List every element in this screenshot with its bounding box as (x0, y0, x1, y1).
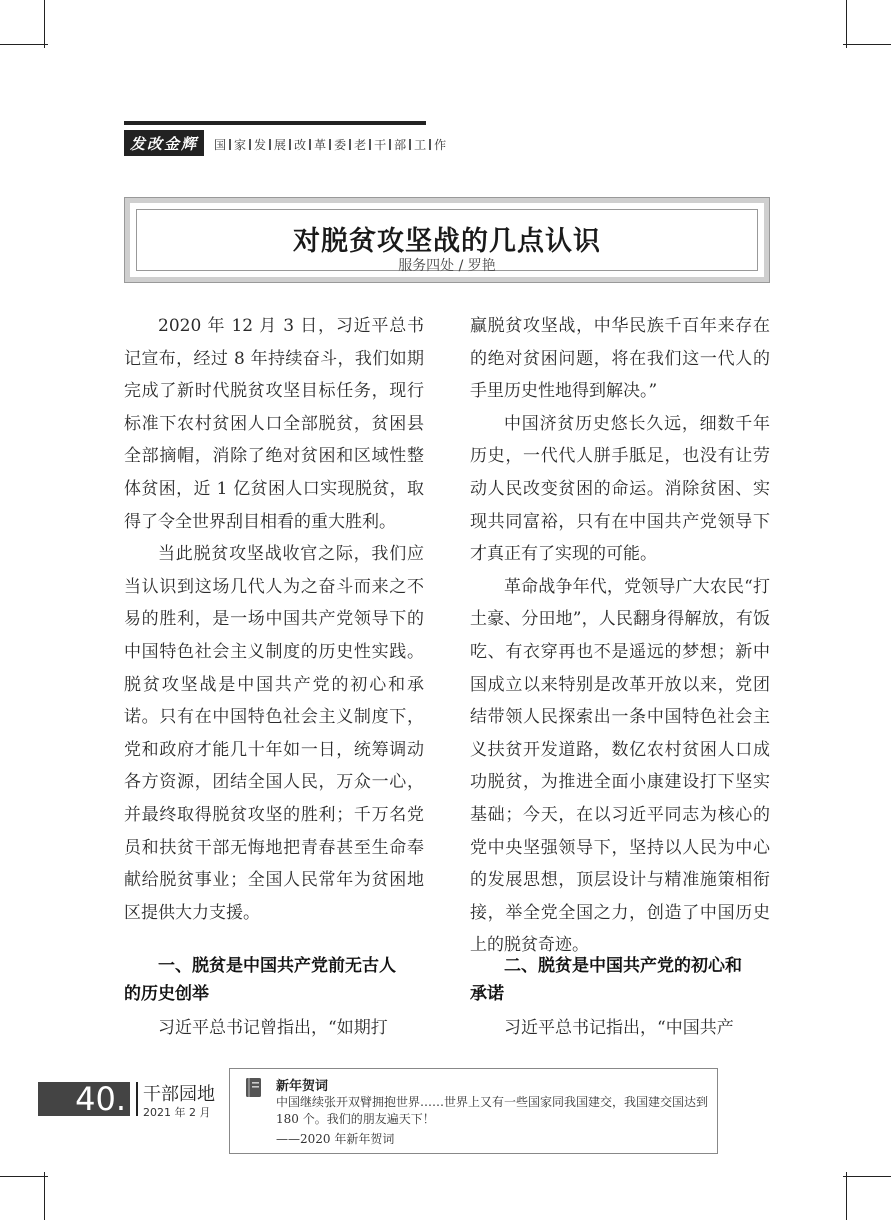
org-separator (349, 139, 351, 150)
footer-divider (136, 1082, 138, 1116)
crop-mark (846, 1172, 847, 1210)
article-byline: 服务四处 / 罗艳 (398, 258, 496, 274)
org-separator (289, 139, 291, 150)
paragraph-continuation: 赢脱贫攻坚战，中华民族千百年来存在的绝对贫困问题，将在我们这一代人的手里历史性地得到解决。” (470, 316, 770, 402)
crop-mark (44, 10, 45, 48)
org-separator (409, 139, 411, 150)
org-separator (269, 139, 271, 150)
quote-title: 新年贺词 (276, 1079, 329, 1094)
quote-source: ——2020 年新年贺词 (276, 1132, 395, 1146)
org-char: 家 (234, 137, 247, 152)
article-title: 对脱贫攻坚战的几点认识 (293, 226, 601, 257)
paragraph: 革命战争年代，党领导广大农民“打土豪、分田地”，人民翻身得解放，有饭吃、有衣穿再也不是遥远的梦想；新中国成立以来特别是改革开放以来，党团结带领人民探索出一条中国特色社会主义扶贫开发道路，数亿农村贫困人口成功脱贫，为推进全面小康建设打下坚实基础；今天，在以习近平同志为核心的党中央坚强领导下，坚持以人民为中心的发展思想，顶层设计与精准施策相衔接，举全党全国之力，创造了中国历史上的脱贫奇迹。 (470, 576, 770, 956)
org-char: 国 (214, 137, 227, 152)
org-separator (229, 139, 231, 150)
org-separator (309, 139, 311, 150)
magazine-name: 干部园地 (143, 1084, 215, 1105)
issue-date: 2021 年 2 月 (143, 1106, 211, 1119)
org-char: 发 (254, 137, 267, 152)
org-char: 革 (314, 137, 327, 152)
heading-line: 一、脱贫是中国共产党前无古人 (158, 956, 396, 976)
org-char: 作 (434, 137, 447, 152)
org-char: 展 (274, 137, 287, 152)
left-column (124, 310, 424, 929)
crop-mark (843, 44, 881, 45)
org-char: 干 (374, 137, 387, 152)
crop-mark (10, 1176, 48, 1177)
section-heading-1 (124, 952, 424, 1008)
paragraph: 中国济贫历史悠长久远，细数千年历史，一代代人胼手胝足，也没有让劳动人民改变贫困的命运。消除贫困、实现共同富裕，只有在中国共产党领导下才真正有了实现的可能。 (470, 413, 770, 565)
paragraph: 当此脱贫攻坚战收官之际，我们应当认识到这场几代人为之奋斗而来之不易的胜利，是一场中国共产党领导下的中国特色社会主义制度的历史性实践。脱贫攻坚战是中国共产党的初心和承诺。只有在中国特色社会主义制度下，党和政府才能几十年如一日，统筹调动各方资源，团结全国人民，万众一心，并最终取得脱贫攻坚的胜利；千万名党员和扶贫干部无悔地把青春甚至生命奉献给脱贫事业；全国人民常年为贫困地区提供大力支援。 (124, 544, 424, 923)
org-char: 委 (334, 137, 347, 152)
org-separator (329, 139, 331, 150)
quote-box (229, 1068, 718, 1154)
quote-text: 中国继续张开双臂拥抱世界……世界上又有一些国家同我国建交，我国建交国达到 180 个。我们的朋友遍天下！ (276, 1095, 709, 1126)
org-separator (429, 139, 431, 150)
org-char: 老 (354, 137, 367, 152)
page-number: 40. (75, 1080, 126, 1118)
book-icon (244, 1077, 264, 1099)
column-brand: 发改金辉 (124, 130, 204, 156)
crop-mark (44, 1172, 45, 1210)
title-box (124, 197, 770, 283)
heading-line: 二、脱贫是中国共产党的初心和 (504, 956, 742, 976)
org-char: 改 (294, 137, 307, 152)
org-separator (369, 139, 371, 150)
org-separator (249, 139, 251, 150)
heading-line: 的历史创举 (124, 984, 209, 1004)
paragraph: 2020 年 12 月 3 日，习近平总书记宣布，经过 8 年持续奋斗，我们如期完成了新时代脱贫攻坚目标任务，现行标准下农村贫困人口全部脱贫，贫困县全部摘帽，消除了绝对贫困和区域性整体贫困，近 1 亿贫困人口实现脱贫，取得了令全世界刮目相看的重大胜利。 (124, 316, 424, 532)
header-rule (124, 121, 426, 125)
paragraph-start: 习近平总书记曾指出，“如期打 (158, 1018, 388, 1038)
org-name (212, 135, 448, 153)
right-column (470, 310, 770, 962)
paragraph-start: 习近平总书记指出，“中国共产 (504, 1018, 734, 1038)
crop-mark (843, 1176, 881, 1177)
crop-mark (10, 44, 48, 45)
crop-mark (846, 10, 847, 48)
heading-line: 承诺 (470, 984, 504, 1004)
org-char: 部 (394, 137, 407, 152)
org-char: 工 (414, 137, 427, 152)
org-separator (389, 139, 391, 150)
section-heading-2 (470, 952, 770, 1008)
